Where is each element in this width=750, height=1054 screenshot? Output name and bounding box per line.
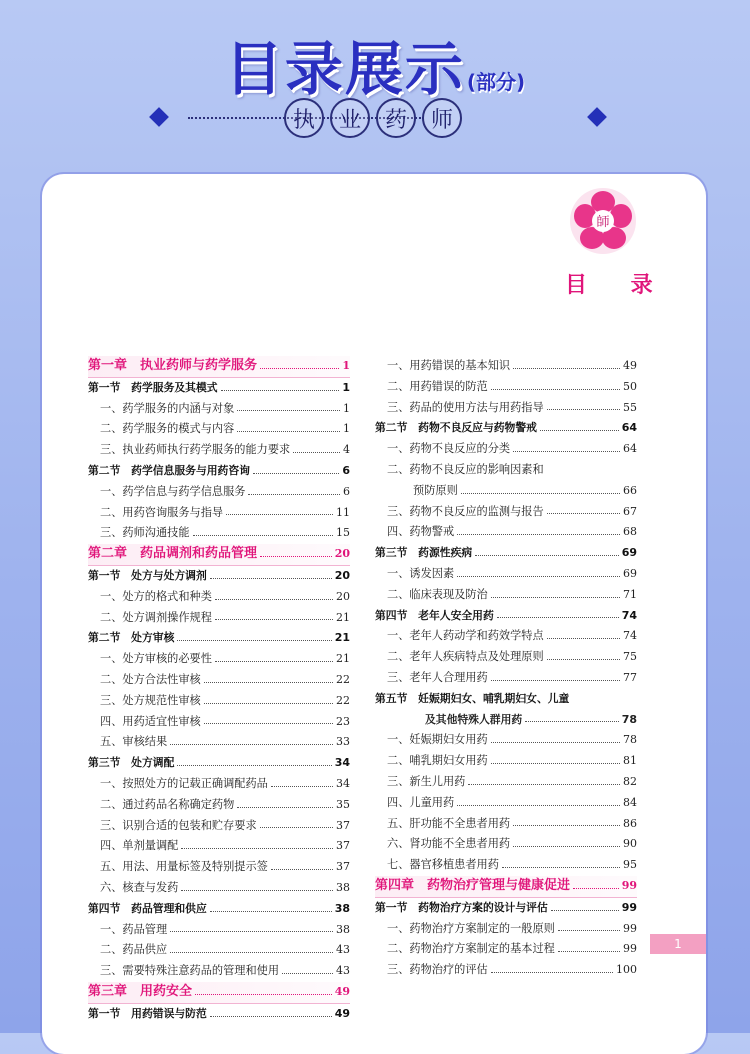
toc-entry-title: 五、用法、用量标签及特别提示签 xyxy=(100,860,268,874)
toc-entry-title: 第二章 药品调剂和药品管理 xyxy=(88,546,258,562)
toc-entry-title: 二、哺乳期妇女用药 xyxy=(387,754,488,768)
toc-entry xyxy=(88,399,350,420)
toc-entry-title: 三、处方规范性审核 xyxy=(100,693,201,707)
toc-entry xyxy=(375,730,637,751)
toc-leader-dots xyxy=(497,617,619,618)
toc-entry-title: 二、药品供应 xyxy=(100,943,168,957)
toc-entry xyxy=(375,939,637,960)
toc-leader-dots xyxy=(547,513,620,514)
toc-entry-title: 七、器官移植患者用药 xyxy=(387,858,499,872)
toc-page-number: 71 xyxy=(623,587,637,601)
page-title: 目录展示 xyxy=(224,35,465,103)
book-char: 师 xyxy=(422,98,462,138)
book-ribbon xyxy=(148,98,608,138)
toc-chapter xyxy=(88,544,350,566)
toc-entry xyxy=(375,919,637,940)
toc-leader-dots xyxy=(282,973,333,974)
toc-page-number: 84 xyxy=(623,795,637,809)
toc-entry xyxy=(375,522,637,543)
toc-entry-title: 二、药学服务的模式与内容 xyxy=(100,422,235,436)
toc-leader-dots xyxy=(573,888,619,889)
toc-leader-dots xyxy=(551,910,619,911)
toc-page-number: 75 xyxy=(623,650,637,664)
toc-entry-title: 一、老年人药动学和药效学特点 xyxy=(387,629,544,643)
toc-leader-dots xyxy=(237,807,333,808)
toc-entry-title: 五、肝功能不全患者用药 xyxy=(387,816,511,830)
toc-right-column xyxy=(375,356,637,981)
toc-entry xyxy=(88,691,350,712)
toc-entry-title: 三、药师沟通技能 xyxy=(100,526,190,540)
toc-entry-title: 第二节 处方审核 xyxy=(88,631,175,645)
toc-entry-title: 第三章 用药安全 xyxy=(88,983,193,999)
toc-entry xyxy=(88,816,350,837)
toc-entry xyxy=(88,795,350,816)
toc-entry xyxy=(88,712,350,733)
toc-page-number: 37 xyxy=(336,839,350,853)
toc-chapter xyxy=(88,982,350,1004)
toc-page-number: 81 xyxy=(623,754,637,768)
toc-leader-dots xyxy=(215,661,333,662)
page-header xyxy=(0,22,750,106)
book-char: 执 xyxy=(284,98,324,138)
toc-page-number: 74 xyxy=(623,629,637,643)
toc-left-column xyxy=(88,356,350,1025)
toc-page-number: 1 xyxy=(342,380,350,394)
toc-entry-title: 五、审核结果 xyxy=(100,735,168,749)
toc-leader-dots xyxy=(293,452,340,453)
toc-entry xyxy=(375,855,637,876)
toc-entry-title: 二、通过药品名称确定药物 xyxy=(100,797,235,811)
book-name xyxy=(284,98,462,138)
toc-chapter xyxy=(375,876,637,898)
toc-entry-title: 一、药品管理 xyxy=(100,922,168,936)
toc-entry-title: 第四节 老年人安全用药 xyxy=(375,608,494,622)
toc-entry-title: 二、用药错误的防范 xyxy=(387,379,488,393)
toc-section xyxy=(88,753,350,774)
toc-leader-dots xyxy=(210,1016,332,1017)
toc-leader-dots xyxy=(491,389,620,390)
toc-section xyxy=(88,566,350,587)
toc-chapter xyxy=(88,356,350,378)
toc-entry-title: 三、老年人合理用药 xyxy=(387,670,488,684)
toc-entry-title: 第四章 药物治疗管理与健康促进 xyxy=(375,877,571,893)
toc-leader-dots xyxy=(215,619,333,620)
toc-entry-title: 一、妊娠期妇女用药 xyxy=(387,733,488,747)
toc-page-number: 78 xyxy=(621,712,637,726)
toc-entry-title: 第三节 处方调配 xyxy=(88,756,175,770)
toc-entry-title: 一、药物治疗方案制定的一般原则 xyxy=(387,921,555,935)
toc-entry-title: 第一节 药物治疗方案的设计与评估 xyxy=(375,900,548,914)
toc-page-number: 90 xyxy=(623,837,637,851)
page-subtitle: (部分) xyxy=(466,70,526,94)
toc-entry xyxy=(88,419,350,440)
toc-page-number: 78 xyxy=(623,733,637,747)
toc-leader-dots xyxy=(204,703,333,704)
toc-entry xyxy=(88,878,350,899)
toc-page-number: 49 xyxy=(334,1006,350,1020)
toc-leader-dots xyxy=(260,368,339,369)
toc-leader-dots xyxy=(547,659,620,660)
toc-entry xyxy=(375,439,637,460)
toc-entry xyxy=(375,772,637,793)
toc-leader-dots xyxy=(177,640,331,641)
toc-entry-title: 二、药物不良反应的影响因素和 xyxy=(387,462,544,476)
toc-entry-title: 一、用药错误的基本知识 xyxy=(387,359,511,372)
toc-entry-title: 第四节 药品管理和供应 xyxy=(88,901,207,915)
diamond-left-icon xyxy=(149,107,169,127)
toc-page-number: 33 xyxy=(336,735,350,749)
toc-leader-dots xyxy=(170,952,333,953)
toc-page-number: 100 xyxy=(616,963,637,977)
toc-page-number: 67 xyxy=(623,504,637,518)
toc-entry-title: 二、老年人疾病特点及处理原则 xyxy=(387,650,544,664)
toc-entry xyxy=(375,793,637,814)
toc-entry-title: 六、肾功能不全患者用药 xyxy=(387,837,511,851)
toc-leader-dots xyxy=(221,390,340,391)
toc-page-number: 20 xyxy=(336,589,350,603)
toc-page-number: 11 xyxy=(336,505,350,519)
toc-entry-title: 三、药品的使用方法与用药指导 xyxy=(387,400,544,414)
toc-entry xyxy=(375,377,637,398)
toc-entry xyxy=(88,482,350,503)
toc-page-number: 6 xyxy=(343,484,350,498)
toc-entry-title: 一、药学服务的内涵与对象 xyxy=(100,401,235,415)
page-number: 1 xyxy=(650,934,706,954)
toc-page-number: 77 xyxy=(623,670,637,684)
toc-entry-title: 第二节 药学信息服务与用药咨询 xyxy=(88,463,250,477)
toc-section xyxy=(375,710,637,731)
toc-entry-title: 第三节 药源性疾病 xyxy=(375,546,473,560)
toc-page-number: 38 xyxy=(336,880,350,894)
toc-page-number: 68 xyxy=(623,525,637,539)
toc-entry-title: 三、药物不良反应的监测与报告 xyxy=(387,504,544,518)
toc-entry-title: 第五节 妊娠期妇女、哺乳期妇女、儿童 xyxy=(375,691,570,705)
toc-section xyxy=(375,606,637,627)
toc-entry-title: 及其他特殊人群用药 xyxy=(425,712,523,726)
toc-leader-dots xyxy=(547,638,620,639)
toc-page-number: 15 xyxy=(336,526,350,540)
toc-leader-dots xyxy=(271,786,333,787)
toc-entry-title: 一、处方审核的必要性 xyxy=(100,652,212,666)
toc-page-number: 1 xyxy=(342,359,350,372)
toc-entry xyxy=(375,481,637,502)
toc-entry xyxy=(88,587,350,608)
toc-entry-title: 四、用药适宜性审核 xyxy=(100,714,201,728)
toc-leader-dots xyxy=(513,368,620,369)
toc-page-number: 43 xyxy=(336,943,350,957)
toc-entry xyxy=(375,814,637,835)
book-char: 药 xyxy=(376,98,416,138)
toc-entry xyxy=(88,857,350,878)
toc-entry-title: 三、新生儿用药 xyxy=(387,774,466,788)
toc-leader-dots xyxy=(457,534,620,535)
toc-leader-dots xyxy=(491,742,620,743)
toc-leader-dots xyxy=(237,410,340,411)
toc-entry xyxy=(88,732,350,753)
toc-page-number: 34 xyxy=(336,776,350,790)
toc-leader-dots xyxy=(502,867,620,868)
toc-entry-title: 一、诱发因素 xyxy=(387,566,455,580)
toc-page-number: 82 xyxy=(623,774,637,788)
toc-page-number: 21 xyxy=(334,631,350,645)
toc-leader-dots xyxy=(475,555,619,556)
diamond-right-icon xyxy=(587,107,607,127)
toc-entry-title: 二、用药咨询服务与指导 xyxy=(100,505,224,519)
toc-entry-title: 一、药学信息与药学信息服务 xyxy=(100,484,246,498)
toc-leader-dots xyxy=(195,994,332,995)
toc-entry xyxy=(375,398,637,419)
toc-entry-title: 二、处方调剂操作规程 xyxy=(100,610,212,624)
toc-page-number: 22 xyxy=(336,693,350,707)
toc-section xyxy=(375,689,637,710)
toc-page-number: 35 xyxy=(336,797,350,811)
toc-page-number: 49 xyxy=(623,359,637,372)
toc-entry xyxy=(375,356,637,377)
toc-section xyxy=(88,1004,350,1025)
toc-page-number: 20 xyxy=(334,547,350,561)
toc-leader-dots xyxy=(540,430,619,431)
toc-entry-title: 一、药物不良反应的分类 xyxy=(387,442,511,456)
toc-leader-dots xyxy=(558,951,620,952)
toc-page-number: 38 xyxy=(336,922,350,936)
toc-leader-dots xyxy=(210,578,332,579)
toc-entry-title: 三、识别合适的包装和贮存要求 xyxy=(100,818,257,832)
toc-leader-dots xyxy=(204,682,333,683)
toc-page-number: 99 xyxy=(623,942,637,956)
toc-page-number: 99 xyxy=(621,900,637,914)
toc-entry-title: 六、核查与发药 xyxy=(100,880,179,894)
toc-leader-dots xyxy=(491,763,620,764)
toc-page-number: 50 xyxy=(623,379,637,393)
toc-leader-dots xyxy=(170,744,333,745)
toc-leader-dots xyxy=(513,846,620,847)
toc-page-number: 55 xyxy=(623,400,637,414)
toc-page-number: 95 xyxy=(623,858,637,872)
toc-entry xyxy=(375,960,637,981)
toc-leader-dots xyxy=(177,765,331,766)
toc-entry-title: 三、执业药师执行药学服务的能力要求 xyxy=(100,443,291,457)
toc-page-number: 4 xyxy=(343,443,350,457)
toc-entry-title: 二、处方合法性审核 xyxy=(100,672,201,686)
toc-leader-dots xyxy=(226,514,333,515)
toc-leader-dots xyxy=(491,972,613,973)
toc-entry xyxy=(88,774,350,795)
toc-entry xyxy=(88,440,350,461)
toc-entry-title: 第一章 执业药师与药学服务 xyxy=(88,358,258,373)
toc-entry xyxy=(88,503,350,524)
toc-leader-dots xyxy=(457,576,620,577)
contents-heading: 目 录 xyxy=(565,272,671,298)
toc-section xyxy=(88,461,350,482)
toc-leader-dots xyxy=(461,493,620,494)
toc-section xyxy=(375,418,637,439)
toc-entry-title: 二、药物治疗方案制定的基本过程 xyxy=(387,942,555,956)
toc-page-number: 21 xyxy=(336,610,350,624)
logo-text: 師 xyxy=(596,215,610,230)
toc-page-number: 86 xyxy=(623,816,637,830)
toc-entry-title: 四、药物警戒 xyxy=(387,525,455,539)
toc-leader-dots xyxy=(525,721,619,722)
toc-section xyxy=(375,898,637,919)
toc-entry-title: 四、儿童用药 xyxy=(387,795,455,809)
toc-entry xyxy=(88,670,350,691)
toc-page-number: 1 xyxy=(343,422,350,436)
toc-entry xyxy=(375,626,637,647)
toc-entry xyxy=(88,836,350,857)
toc-entry xyxy=(88,649,350,670)
toc-page-number: 21 xyxy=(336,652,350,666)
toc-leader-dots xyxy=(193,535,333,536)
toc-entry-title: 第二节 药物不良反应与药物警戒 xyxy=(375,421,537,435)
toc-entry xyxy=(88,940,350,961)
toc-leader-dots xyxy=(260,827,333,828)
toc-entry xyxy=(88,608,350,629)
toc-leader-dots xyxy=(513,451,620,452)
toc-entry-title: 预防原则 xyxy=(413,483,458,497)
toc-page-number: 34 xyxy=(334,756,350,770)
toc-leader-dots xyxy=(210,911,332,912)
toc-entry-title: 三、药物治疗的评估 xyxy=(387,963,488,977)
toc-leader-dots xyxy=(170,931,333,932)
toc-leader-dots xyxy=(468,784,620,785)
book-char: 业 xyxy=(330,98,370,138)
toc-page-number: 20 xyxy=(334,568,350,582)
toc-entry-title: 三、需要特殊注意药品的管理和使用 xyxy=(100,964,280,978)
toc-leader-dots xyxy=(491,597,620,598)
toc-leader-dots xyxy=(181,848,333,849)
toc-section xyxy=(88,378,350,399)
toc-entry xyxy=(375,564,637,585)
toc-entry xyxy=(88,523,350,544)
toc-page-number: 64 xyxy=(621,421,637,435)
toc-entry-title: 二、临床表现及防治 xyxy=(387,587,488,601)
toc-entry xyxy=(88,961,350,982)
toc-entry-title: 四、单剂量调配 xyxy=(100,839,179,853)
toc-entry xyxy=(375,647,637,668)
toc-page-number: 1 xyxy=(343,401,350,415)
toc-entry xyxy=(375,751,637,772)
toc-page-number: 99 xyxy=(623,921,637,935)
toc-page-number: 6 xyxy=(342,463,350,477)
toc-entry-title: 第一节 药学服务及其模式 xyxy=(88,380,218,394)
toc-section xyxy=(88,899,350,920)
toc-entry-title: 第一节 处方与处方调剂 xyxy=(88,568,207,582)
toc-page-number: 99 xyxy=(621,878,637,892)
toc-entry xyxy=(375,460,637,481)
toc-entry xyxy=(88,920,350,941)
toc-entry-title: 第一节 用药错误与防范 xyxy=(88,1006,207,1020)
toc-leader-dots xyxy=(248,494,340,495)
toc-page-number: 64 xyxy=(623,442,637,456)
toc-page-number: 49 xyxy=(334,984,350,998)
toc-leader-dots xyxy=(457,805,620,806)
toc-leader-dots xyxy=(260,556,332,557)
toc-entry xyxy=(375,502,637,523)
toc-page-number: 43 xyxy=(336,964,350,978)
toc-page-number: 38 xyxy=(334,901,350,915)
toc-leader-dots xyxy=(547,409,620,410)
toc-page-number: 22 xyxy=(336,672,350,686)
toc-leader-dots xyxy=(215,599,333,600)
toc-section xyxy=(88,628,350,649)
toc-page-number: 66 xyxy=(623,483,637,497)
toc-leader-dots xyxy=(271,869,333,870)
toc-page-number: 69 xyxy=(621,546,637,560)
toc-leader-dots xyxy=(253,473,339,474)
flower-logo-icon xyxy=(568,186,638,256)
toc-entry xyxy=(375,834,637,855)
toc-entry-title: 一、处方的格式和种类 xyxy=(100,589,212,603)
toc-leader-dots xyxy=(204,723,333,724)
toc-entry-title: 一、按照处方的记载正确调配药品 xyxy=(100,776,268,790)
toc-entry xyxy=(375,585,637,606)
toc-leader-dots xyxy=(491,680,620,681)
toc-page-number: 74 xyxy=(621,608,637,622)
toc-leader-dots xyxy=(181,890,333,891)
toc-leader-dots xyxy=(237,431,340,432)
toc-leader-dots xyxy=(558,930,620,931)
toc-page-number: 69 xyxy=(623,566,637,580)
toc-page-number: 37 xyxy=(336,818,350,832)
toc-page-number: 37 xyxy=(336,860,350,874)
toc-entry xyxy=(375,668,637,689)
toc-page-number: 23 xyxy=(336,714,350,728)
toc-section xyxy=(375,543,637,564)
toc-leader-dots xyxy=(513,825,620,826)
